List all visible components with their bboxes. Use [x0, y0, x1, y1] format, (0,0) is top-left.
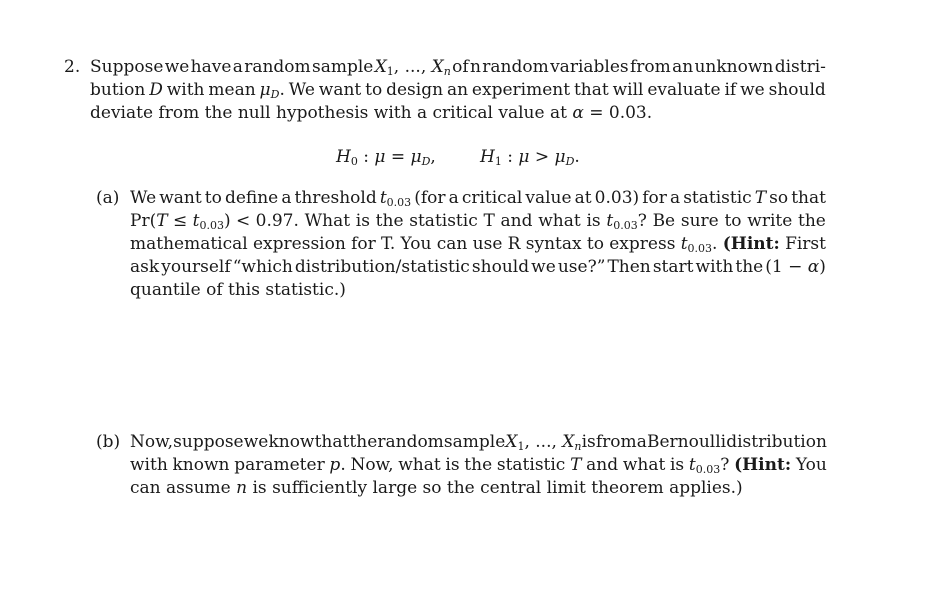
intro-line-3: deviate from the null hypothesis with a critical value at α = 0.03.	[90, 103, 653, 123]
part-b-line-2: with known parameter p. Now, what is the statistic T and what is $t_{0.03}$? (Hint: You	[130, 455, 827, 476]
part-a-line-4: ask yourself “which distribution/statistic should we use?” Then start with the (1 − α)	[130, 257, 826, 277]
null-hypothesis: $H_0$ : $\mu = \mu_D$,	[336, 147, 436, 168]
part-a-line-2: $Pr(T \le t_{0.03}) < 0.97$. What is the statistic T and what is $t_{0.03}$? Be sure to write the	[130, 211, 826, 232]
part-a-line-5: quantile of this statistic.)	[130, 280, 346, 300]
problem-number: 2.	[64, 57, 81, 77]
part-a-label: (a)	[96, 188, 120, 208]
part-a-line-3: mathematical expression for T. You can use R syntax to express $t_{0.03}$. (Hint: First	[130, 234, 826, 255]
intro-line-2: bution D with mean $\mu_D$. We want to design an experiment that will evaluate if we should	[90, 80, 826, 101]
alternative-hypothesis: $H_1$ : $\mu > \mu_D$.	[480, 147, 580, 168]
part-b-line-1: Now, suppose we know that the random sample $X_1$, ..., $X_n$ is from a Bernoulli distribution	[130, 432, 827, 453]
part-b-line-3: can assume n is sufficiently large so the central limit theorem applies.)	[130, 478, 743, 498]
part-a-line-1: We want to define a threshold $t_{0.03}$ (for a critical value at 0.03) for a statistic T so that	[130, 188, 826, 209]
intro-line-1: Suppose we have a random sample $X_1$, ..., $X_n$ of n random variables from an unknown distri-	[90, 57, 826, 78]
part-b-label: (b)	[96, 432, 121, 452]
